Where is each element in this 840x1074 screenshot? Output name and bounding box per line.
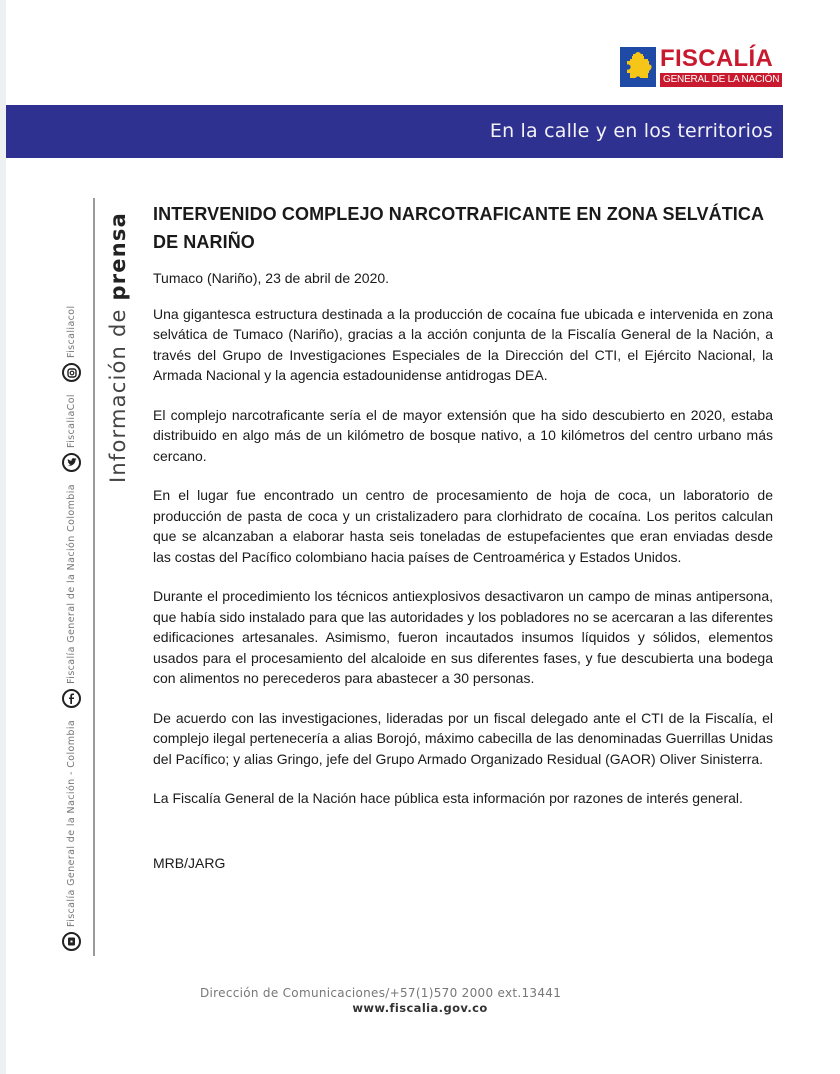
social-handles bbox=[62, 293, 81, 951]
social-twitter[interactable] bbox=[62, 394, 81, 472]
social-label: Fiscaliacol bbox=[66, 305, 77, 359]
banner-slogan: En la calle y en los territorios bbox=[489, 120, 773, 142]
page-edge bbox=[0, 0, 6, 1074]
paragraph: La Fiscalía General de la Nación hace pública esta información por razones de interés general. bbox=[153, 790, 743, 806]
paragraph: El complejo narcotraficante sería el de mayor extensión que ha sido descubierto en 2020, estaba distribuido en algo más de un kilómetro de bosque nativo, a 10 kilómetros del centro urbano más cercano. bbox=[153, 406, 773, 464]
signoff-initials: MRB/JARG bbox=[153, 854, 226, 871]
paragraph: En el lugar fue encontrado un centro de procesamiento de hoja de coca, un laboratorio de producción de pasta de coca y un cristalizadero para clorhidrato de cocaína. Los peritos calculan que se alcanzaban a elaborar hasta seis toneladas de estupefacientes que eran enviadas desde las costas del Pacífico colombiano hacia países de Centroamérica y Estados Unidos. bbox=[153, 487, 773, 565]
press-info-title-bold: prensa bbox=[106, 212, 130, 301]
header-banner bbox=[6, 105, 783, 158]
logo-subtitle: GENERAL DE LA NACIÓN bbox=[660, 73, 782, 87]
social-label: Fiscalía General de la Nación - Colombia bbox=[66, 719, 77, 927]
youtube-icon bbox=[62, 932, 81, 951]
twitter-icon bbox=[62, 453, 81, 472]
paragraph: Durante el procedimiento los técnicos antiexplosivos desactivaron un campo de minas antipersona, que había sido instalado para que las autoridades y los pobladores no se acercaran a las diferentes edificaciones artesanales. Asimismo, fueron incautados insumos líquidos y sólidos, elementos usados para el procesamiento del alcaloide en sus diferentes fases, y fue descubierta una bodega con alimentos no perecederos para abastecer a 30 personas. bbox=[153, 588, 773, 686]
footer-website-link[interactable]: www.fiscalia.gov.co bbox=[352, 1001, 488, 1015]
instagram-icon bbox=[62, 363, 81, 382]
footer-contact: Dirección de Comunicaciones/+57(1)570 2000 ext.13441 bbox=[200, 986, 562, 1000]
paragraph: Una gigantesca estructura destinada a la producción de cocaína fue ubicada e intervenida en zona selvática de Tumaco (Nariño), gracias a la acción conjunta de la Fiscalía General de la Nación, a través del Grupo de Investigaciones Especiales de la Dirección del CTI, el Ejército Nacional, la Armada Nacional y la agencia estadounidense antidrogas DEA. bbox=[153, 305, 773, 383]
social-youtube[interactable] bbox=[62, 720, 81, 951]
press-info-title bbox=[104, 212, 132, 483]
logo-name: FISCALÍA bbox=[660, 45, 774, 72]
paragraph: De acuerdo con las investigaciones, lideradas por un fiscal delegado ante el CTI de la Fiscalía, el complejo ilegal pertenecería a alias Borojó, máximo cabecilla de las denominadas Guerrillas Unidas del Pacífico; y alias Gringo, jefe del Grupo Armado Organizado Residual (GAOR) Oliver Sinisterra. bbox=[153, 709, 773, 767]
dateline: Tumaco (Nariño), 23 de abril de 2020. bbox=[153, 270, 390, 286]
fiscalia-logo bbox=[620, 46, 782, 88]
social-label: FiscaliaCol bbox=[66, 394, 77, 449]
sidebar-divider bbox=[93, 198, 95, 956]
puzzle-piece-icon bbox=[620, 47, 656, 87]
social-label: Fiscalía General de la Nación Colombia bbox=[66, 484, 77, 684]
social-instagram[interactable] bbox=[62, 305, 81, 382]
facebook-icon bbox=[62, 689, 81, 708]
social-facebook[interactable] bbox=[62, 484, 81, 708]
headline: INTERVENIDO COMPLEJO NARCOTRAFICANTE EN ZONA SELVÁTICA DE NARIÑO bbox=[153, 204, 764, 252]
press-release bbox=[153, 200, 773, 873]
press-info-title-light: Información de bbox=[106, 308, 130, 483]
footer bbox=[200, 986, 620, 1015]
